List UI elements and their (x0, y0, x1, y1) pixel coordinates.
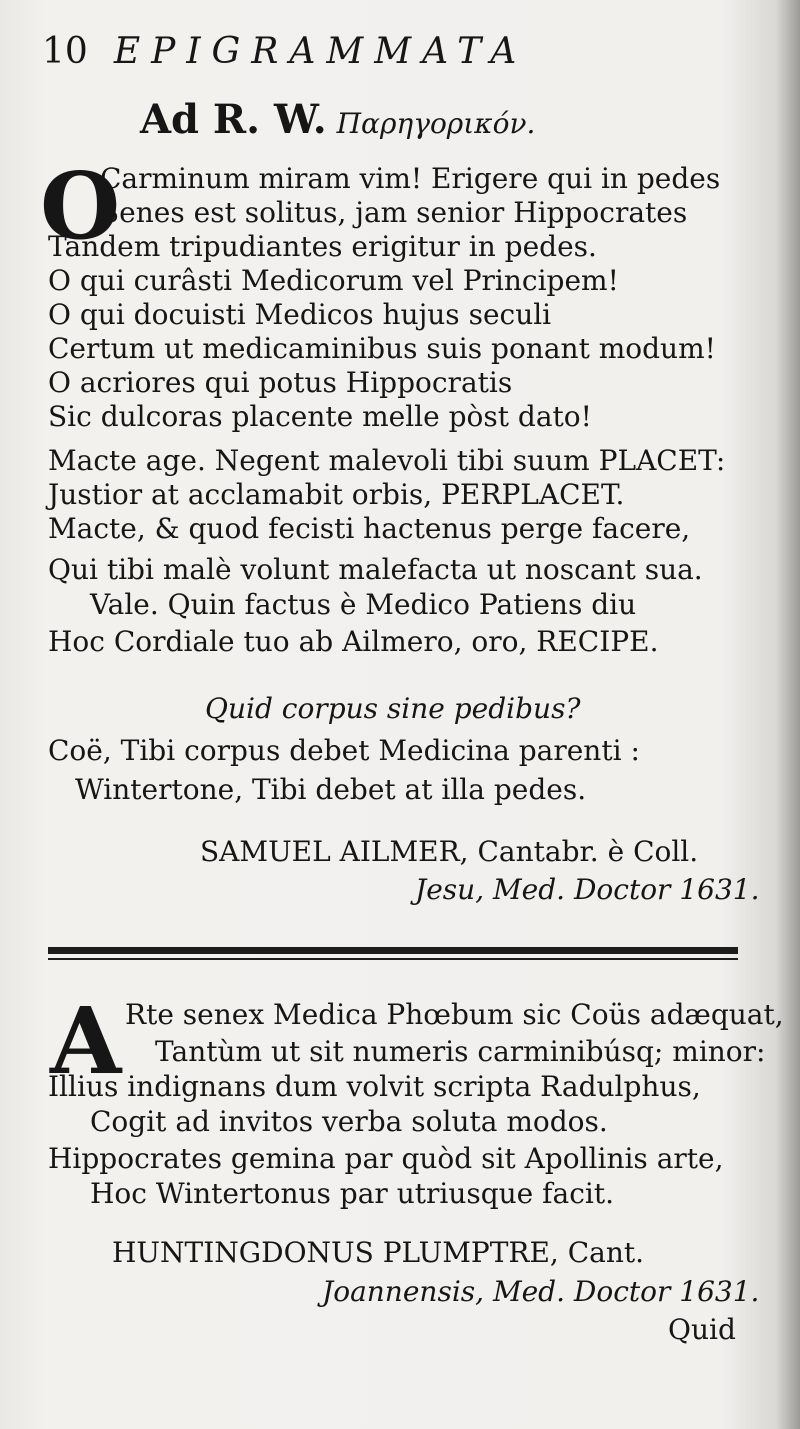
verse-line: Senes est solitus, jam senior Hippocrates (100, 196, 688, 229)
verse-line: Macte age. Negent malevoli tibi suum PLACET: (48, 444, 726, 477)
signature-line: SAMUEL AILMER, Cantabr. è Coll. (200, 835, 699, 868)
verse-line: O qui docuisti Medicos hujus seculi (48, 298, 552, 331)
verse-line: Vale. Quin factus è Medico Patiens diu (90, 588, 637, 621)
verse-line: Cogit ad invitos verba soluta modos. (90, 1105, 608, 1138)
verse-line: Illius indignans dum volvit scripta Radulphus, (48, 1070, 701, 1103)
question-heading: Quid corpus sine pedibus? (205, 692, 581, 725)
verse-line: Sic dulcoras placente melle pòst dato! (48, 400, 592, 433)
verse-line: O acriores qui potus Hippocratis (48, 366, 513, 399)
verse-line: Hoc Wintertonus par utriusque facit. (90, 1177, 614, 1210)
verse-line: Certum ut medicaminibus suis ponant modum! (48, 332, 716, 365)
couplet-line: Coë, Tibi corpus debet Medicina parenti : (48, 734, 640, 767)
verse-line: O qui curâsti Medicorum vel Principem! (48, 264, 619, 297)
running-head (42, 30, 527, 74)
signature-line: Jesu, Med. Doctor 1631. (415, 873, 760, 906)
verse-line: Carminum miram vim! Erigere qui in pedes (100, 162, 721, 195)
heading-greek: Παρηγορικόν. (336, 107, 536, 140)
verse-line: Hippocrates gemina par quòd sit Apollinis arte, (48, 1142, 724, 1175)
verse-line: Macte, & quod fecisti hactenus perge facere, (48, 512, 691, 545)
verse-line: Qui tibi malè volunt malefacta ut noscant sua. (48, 553, 703, 586)
signature-line: Joannensis, Med. Doctor 1631. (322, 1275, 760, 1308)
verse-line: Rte senex Medica Phœbum sic Coüs adæquat, (125, 998, 784, 1031)
section-rule-thin (48, 958, 738, 960)
catchword: Quid (668, 1313, 736, 1346)
verse-line: Tantùm ut sit numeris carminibúsq; minor: (155, 1035, 766, 1068)
heading-text: Ad R. W. (140, 96, 327, 143)
page-number: 10 (42, 31, 88, 72)
section-rule (48, 947, 738, 954)
drop-cap-o: O (40, 152, 121, 260)
verse-line: Tandem tripudiantes erigitur in pedes. (48, 230, 597, 263)
couplet-line: Wintertone, Tibi debet at illa pedes. (75, 773, 587, 806)
verse-line: Justior at acclamabit orbis, PERPLACET. (48, 478, 625, 511)
verse-line: Hoc Cordiale tuo ab Ailmero, oro, RECIPE. (48, 625, 659, 658)
running-title: EPIGRAMMATA (113, 31, 528, 72)
signature-line: HUNTINGDONUS PLUMPTRE, Cant. (112, 1236, 645, 1269)
epigram-heading (140, 95, 535, 149)
drop-cap-a: A (50, 987, 122, 1095)
